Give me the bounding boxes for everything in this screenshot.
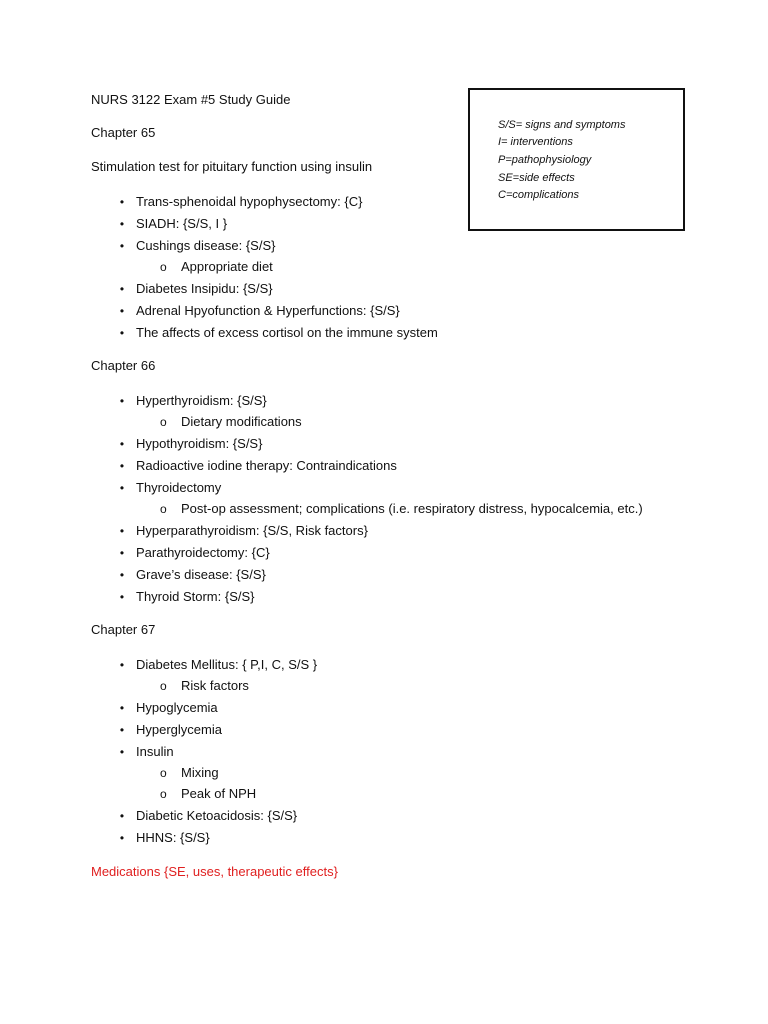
list-item-text: HHNS: {S/S} — [136, 830, 210, 845]
list-item — [115, 392, 267, 410]
list-item-text: The affects of excess cortisol on the immune system — [136, 325, 438, 340]
list-item-text: Insulin — [136, 744, 174, 759]
list-item — [115, 302, 400, 320]
list-item-text: Thyroid Storm: {S/S} — [136, 589, 255, 604]
legend-line: S/S= signs and symptoms — [498, 119, 626, 131]
list-item — [115, 522, 368, 540]
sub-list-item-text: Risk factors — [181, 678, 249, 693]
list-item — [115, 324, 438, 342]
bullet-icon: • — [119, 745, 125, 759]
bullet-icon: • — [119, 831, 125, 845]
list-item — [115, 280, 273, 298]
sub-list-item — [160, 785, 256, 803]
sub-list-item-text: Appropriate diet — [181, 259, 273, 274]
list-item — [115, 807, 297, 825]
list-item-text: Radioactive iodine therapy: Contraindications — [136, 458, 397, 473]
list-item — [115, 215, 227, 233]
list-item — [115, 435, 262, 453]
chapter-65-intro: Stimulation test for pituitary function using insulin — [91, 159, 373, 174]
list-item-text: SIADH: {S/S, I } — [136, 216, 228, 231]
bullet-icon: • — [119, 658, 125, 672]
list-item — [115, 566, 266, 584]
list-item-text: Thyroidectomy — [136, 480, 222, 495]
list-item-text: Hyperparathyroidism: {S/S, Risk factors} — [136, 523, 368, 538]
list-item-text: Cushings disease: {S/S} — [136, 238, 276, 253]
sub-bullet-icon: o — [160, 679, 167, 693]
bullet-icon: • — [119, 546, 125, 560]
list-item — [115, 743, 174, 761]
legend-line: SE=side effects — [498, 172, 575, 184]
bullet-icon: • — [119, 701, 125, 715]
list-item — [115, 193, 362, 211]
bullet-icon: • — [119, 809, 125, 823]
list-item-text: Adrenal Hpyofunction & Hyperfunctions: {S/S} — [136, 303, 400, 318]
bullet-icon: • — [119, 524, 125, 538]
list-item-text: Grave’s disease: {S/S} — [136, 567, 266, 582]
chapter-67-heading: Chapter 67 — [91, 622, 156, 637]
bullet-icon: • — [119, 326, 125, 340]
bullet-icon: • — [119, 195, 125, 209]
bullet-icon: • — [119, 394, 125, 408]
bullet-icon: • — [119, 459, 125, 473]
list-item-text: Hyperthyroidism: {S/S} — [136, 393, 267, 408]
sub-list-item — [160, 677, 249, 695]
bullet-icon: • — [119, 590, 125, 604]
legend-line: I= interventions — [498, 136, 573, 148]
abbreviation-legend-box — [468, 88, 685, 231]
list-item — [115, 699, 218, 717]
bullet-icon: • — [119, 723, 125, 737]
sub-bullet-icon: o — [160, 502, 167, 516]
list-item — [115, 829, 210, 847]
list-item-text: Hypothyroidism: {S/S} — [136, 436, 263, 451]
list-item-text: Hypoglycemia — [136, 700, 218, 715]
sub-list-item — [160, 413, 302, 431]
list-item — [115, 457, 397, 475]
sub-list-item — [160, 500, 643, 518]
sub-list-item-text: Peak of NPH — [181, 786, 257, 801]
bullet-icon: • — [119, 217, 125, 231]
bullet-icon: • — [119, 282, 125, 296]
bullet-icon: • — [119, 481, 125, 495]
bullet-icon: • — [119, 304, 125, 318]
list-item-text: Diabetes Insipidu: {S/S} — [136, 281, 273, 296]
bullet-icon: • — [119, 568, 125, 582]
list-item — [115, 479, 221, 497]
chapter-65-heading: Chapter 65 — [91, 125, 156, 140]
list-item-text: Trans-sphenoidal hypophysectomy: {C} — [136, 194, 363, 209]
list-item — [115, 237, 275, 255]
sub-bullet-icon: o — [160, 766, 167, 780]
list-item — [115, 544, 270, 562]
bullet-icon: • — [119, 239, 125, 253]
medications-heading: Medications {SE, uses, therapeutic effects} — [91, 864, 338, 879]
sub-list-item-text: Post-op assessment; complications (i.e. respiratory distress, hypocalcemia, etc.) — [181, 501, 643, 516]
bullet-icon: • — [119, 437, 125, 451]
sub-list-item-text: Dietary modifications — [181, 414, 302, 429]
list-item-text: Parathyroidectomy: {C} — [136, 545, 270, 560]
legend-line: P=pathophysiology — [498, 154, 592, 166]
sub-list-item-text: Mixing — [181, 765, 219, 780]
legend-line: C=complications — [498, 189, 580, 201]
page-title: NURS 3122 Exam #5 Study Guide — [91, 92, 291, 107]
list-item-text: Diabetes Mellitus: { P,I, C, S/S } — [136, 657, 318, 672]
sub-list-item — [160, 764, 219, 782]
list-item-text: Hyperglycemia — [136, 722, 222, 737]
sub-bullet-icon: o — [160, 787, 167, 801]
list-item — [115, 721, 222, 739]
list-item — [115, 588, 255, 606]
sub-list-item — [160, 258, 273, 276]
list-item — [115, 656, 317, 674]
sub-bullet-icon: o — [160, 415, 167, 429]
sub-bullet-icon: o — [160, 260, 167, 274]
list-item-text: Diabetic Ketoacidosis: {S/S} — [136, 808, 298, 823]
chapter-66-heading: Chapter 66 — [91, 358, 156, 373]
